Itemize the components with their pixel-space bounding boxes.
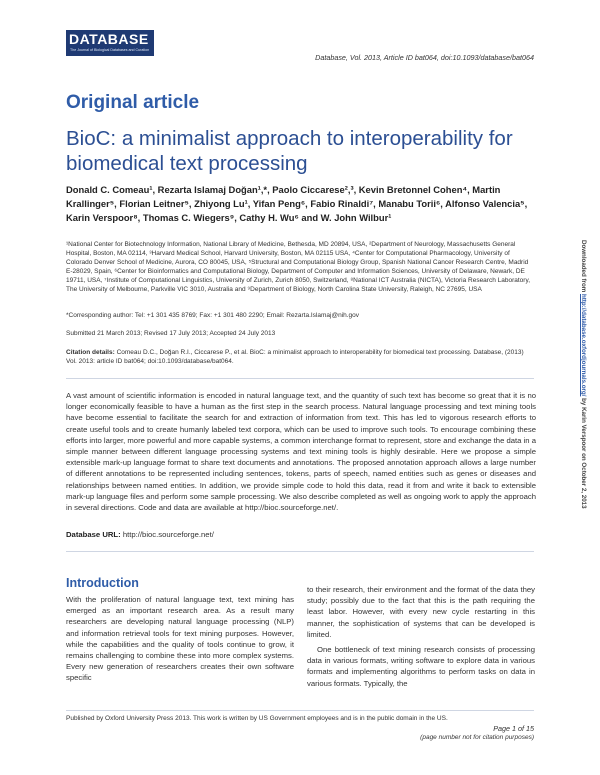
logo-text: DATABASE [69, 31, 149, 47]
introduction-paragraph: With the proliferation of natural language text, text mining has emerged as an important research area. As a result many researchers are developing natural language processing (NLP) and information retrieval tools for text mining purposes. However, while the capabilities and the quality of tools continue to grow, it remains challenging to combine these into more complex systems. Every new generation of researchers creates their own software specific [66, 595, 294, 683]
download-notice [580, 240, 587, 509]
affiliations: ¹National Center for Biotechnology Information, National Library of Medicine, Bethesda, MD 20894, USA, ²Department of Neurology, Massachusetts General Hospital, Boston, MA 02114, ³Harvard Medical School, Harvard University, Boston, MA 02115 USA, ⁴Center for Computational Pharmacology, University of Colorado Denver School of Medicine, Aurora, CO 80045, USA, ⁵Structural and Computational Biology Group, Spanish National Cancer Research Centre, Madrid E-28029, Spain, ⁶Center for Bioinformatics and Computational Biology, Department of Computer and Information Sciences, University of Delaware, Newark, DE 19711, USA, ⁷Institute of Computational Linguistics, University of Zurich, Zurich 8050, Switzerland, ⁸National ICT Australia (NICTA), Victoria Research Laboratory, The University of Melbourne, Parkville VIC 3010, Australia and ⁹Department of Biology, North Carolina State University, Raleigh, NC 27695, USA [66, 241, 531, 293]
page-number: Page 1 of 15 [493, 724, 534, 733]
introduction-right-column [307, 584, 535, 689]
journal-logo [66, 30, 154, 56]
database-url [66, 530, 214, 539]
download-sidebar [577, 240, 587, 610]
citation-details [66, 348, 536, 366]
citation-details-text: Comeau D.C., Doğan R.I., Ciccarese P., et al. BioC: a minimalist approach to interoperability for biomedical text processing. Database, (2013) Vol. 2013: article ID bat064; doi:10.1093/database/bat064. [66, 349, 524, 365]
download-suffix: by Karin Verspoor on October 2, 2013 [580, 396, 587, 509]
logo-subtext: The Journal of Biological Databases and Curation [70, 48, 150, 52]
submission-dates: Submitted 21 March 2013; Revised 17 July 2013; Accepted 24 July 2013 [66, 330, 276, 337]
download-prefix: Downloaded from [580, 240, 587, 294]
abstract-bottom-divider [66, 551, 534, 552]
introduction-heading: Introduction [66, 576, 139, 590]
article-title: BioC: a minimalist approach to interoperability for biomedical text processing [66, 127, 513, 175]
abstract-top-divider [66, 378, 534, 379]
citation-details-label: Citation details: [66, 349, 115, 356]
article-type: Original article [66, 92, 200, 113]
page-number-note: (page number not for citation purposes) [420, 734, 534, 741]
publisher-note: Published by Oxford University Press 2013. This work is written by US Government employees and is in the public domain in the US. [66, 715, 448, 722]
journal-citation: Database, Vol. 2013, Article ID bat064, doi:10.1093/database/bat064 [315, 53, 534, 62]
database-url-link[interactable]: http://bioc.sourceforge.net/ [120, 530, 214, 539]
author-list: Donald C. Comeau¹, Rezarta Islamaj Doğan¹,*, Paolo Ciccarese²,³, Kevin Bretonnel Cohen⁴, Martin Krallinger⁵, Florian Leitner⁵, Zhiyong Lu¹, Yifan Peng⁶, Fabio Rinaldi⁷, Manabu Torii⁶, Alfonso Valencia⁵, Karin Verspoor⁸, Thomas C. Wiegers⁹, Cathy H. Wu⁶ and W. John Wilbur¹ [66, 184, 528, 223]
corresponding-author: *Corresponding author: Tel: +1 301 435 8769; Fax: +1 301 480 2290; Email: Rezarta.Islamaj@nih.gov [66, 312, 360, 319]
database-url-label: Database URL: [66, 530, 121, 539]
introduction-paragraph: One bottleneck of text mining research consists of processing data in various formats, writing software to explore data in various formats and implementing algorithms to perform tasks on data in various formats. Typically, the [307, 645, 535, 688]
introduction-left-column [66, 594, 294, 684]
introduction-paragraph: to their research, their environment and the format of the data they study; possibly due to the fact that this is the path requiring the least labor. However, with every new cycle restarting in this manner, the sophistication of systems that can be developed is limited. [307, 585, 535, 639]
abstract: A vast amount of scientific information is encoded in natural language text, and the quantity of such text has become so great that it is no longer economically feasible to have a human as the first step in the search process. Natural language processing and text mining tools have become essential to facilitate the search for and extraction of information from text. This has led to vigorous research efforts to create useful tools and to create humanly labeled text corpora, which can be used to improve such tools. To encourage combining these efforts into larger, more powerful and more capable systems, a common interchange format to represent, store and exchange the data in a simple manner between different language processing systems and text mining tools is highly desirable. Here we propose a simple extensible mark-up language format to share text documents and annotations. The proposed annotation approach allows a large number of different annotations to be represented including sentences, tokens, parts of speech, named entities such as genes or diseases and relationships between named entities. In addition, we provide simple code to hold this data, read it from and write it back to extensible mark-up language files and perform some sample processing. We also describe completed as well as ongoing work to apply the approach in several directions. Code and data are available at http://bioc.sourceforge.net/. [66, 391, 536, 513]
download-link[interactable]: http://database.oxfordjournals.org/ [580, 293, 587, 397]
footer-divider [66, 710, 534, 711]
